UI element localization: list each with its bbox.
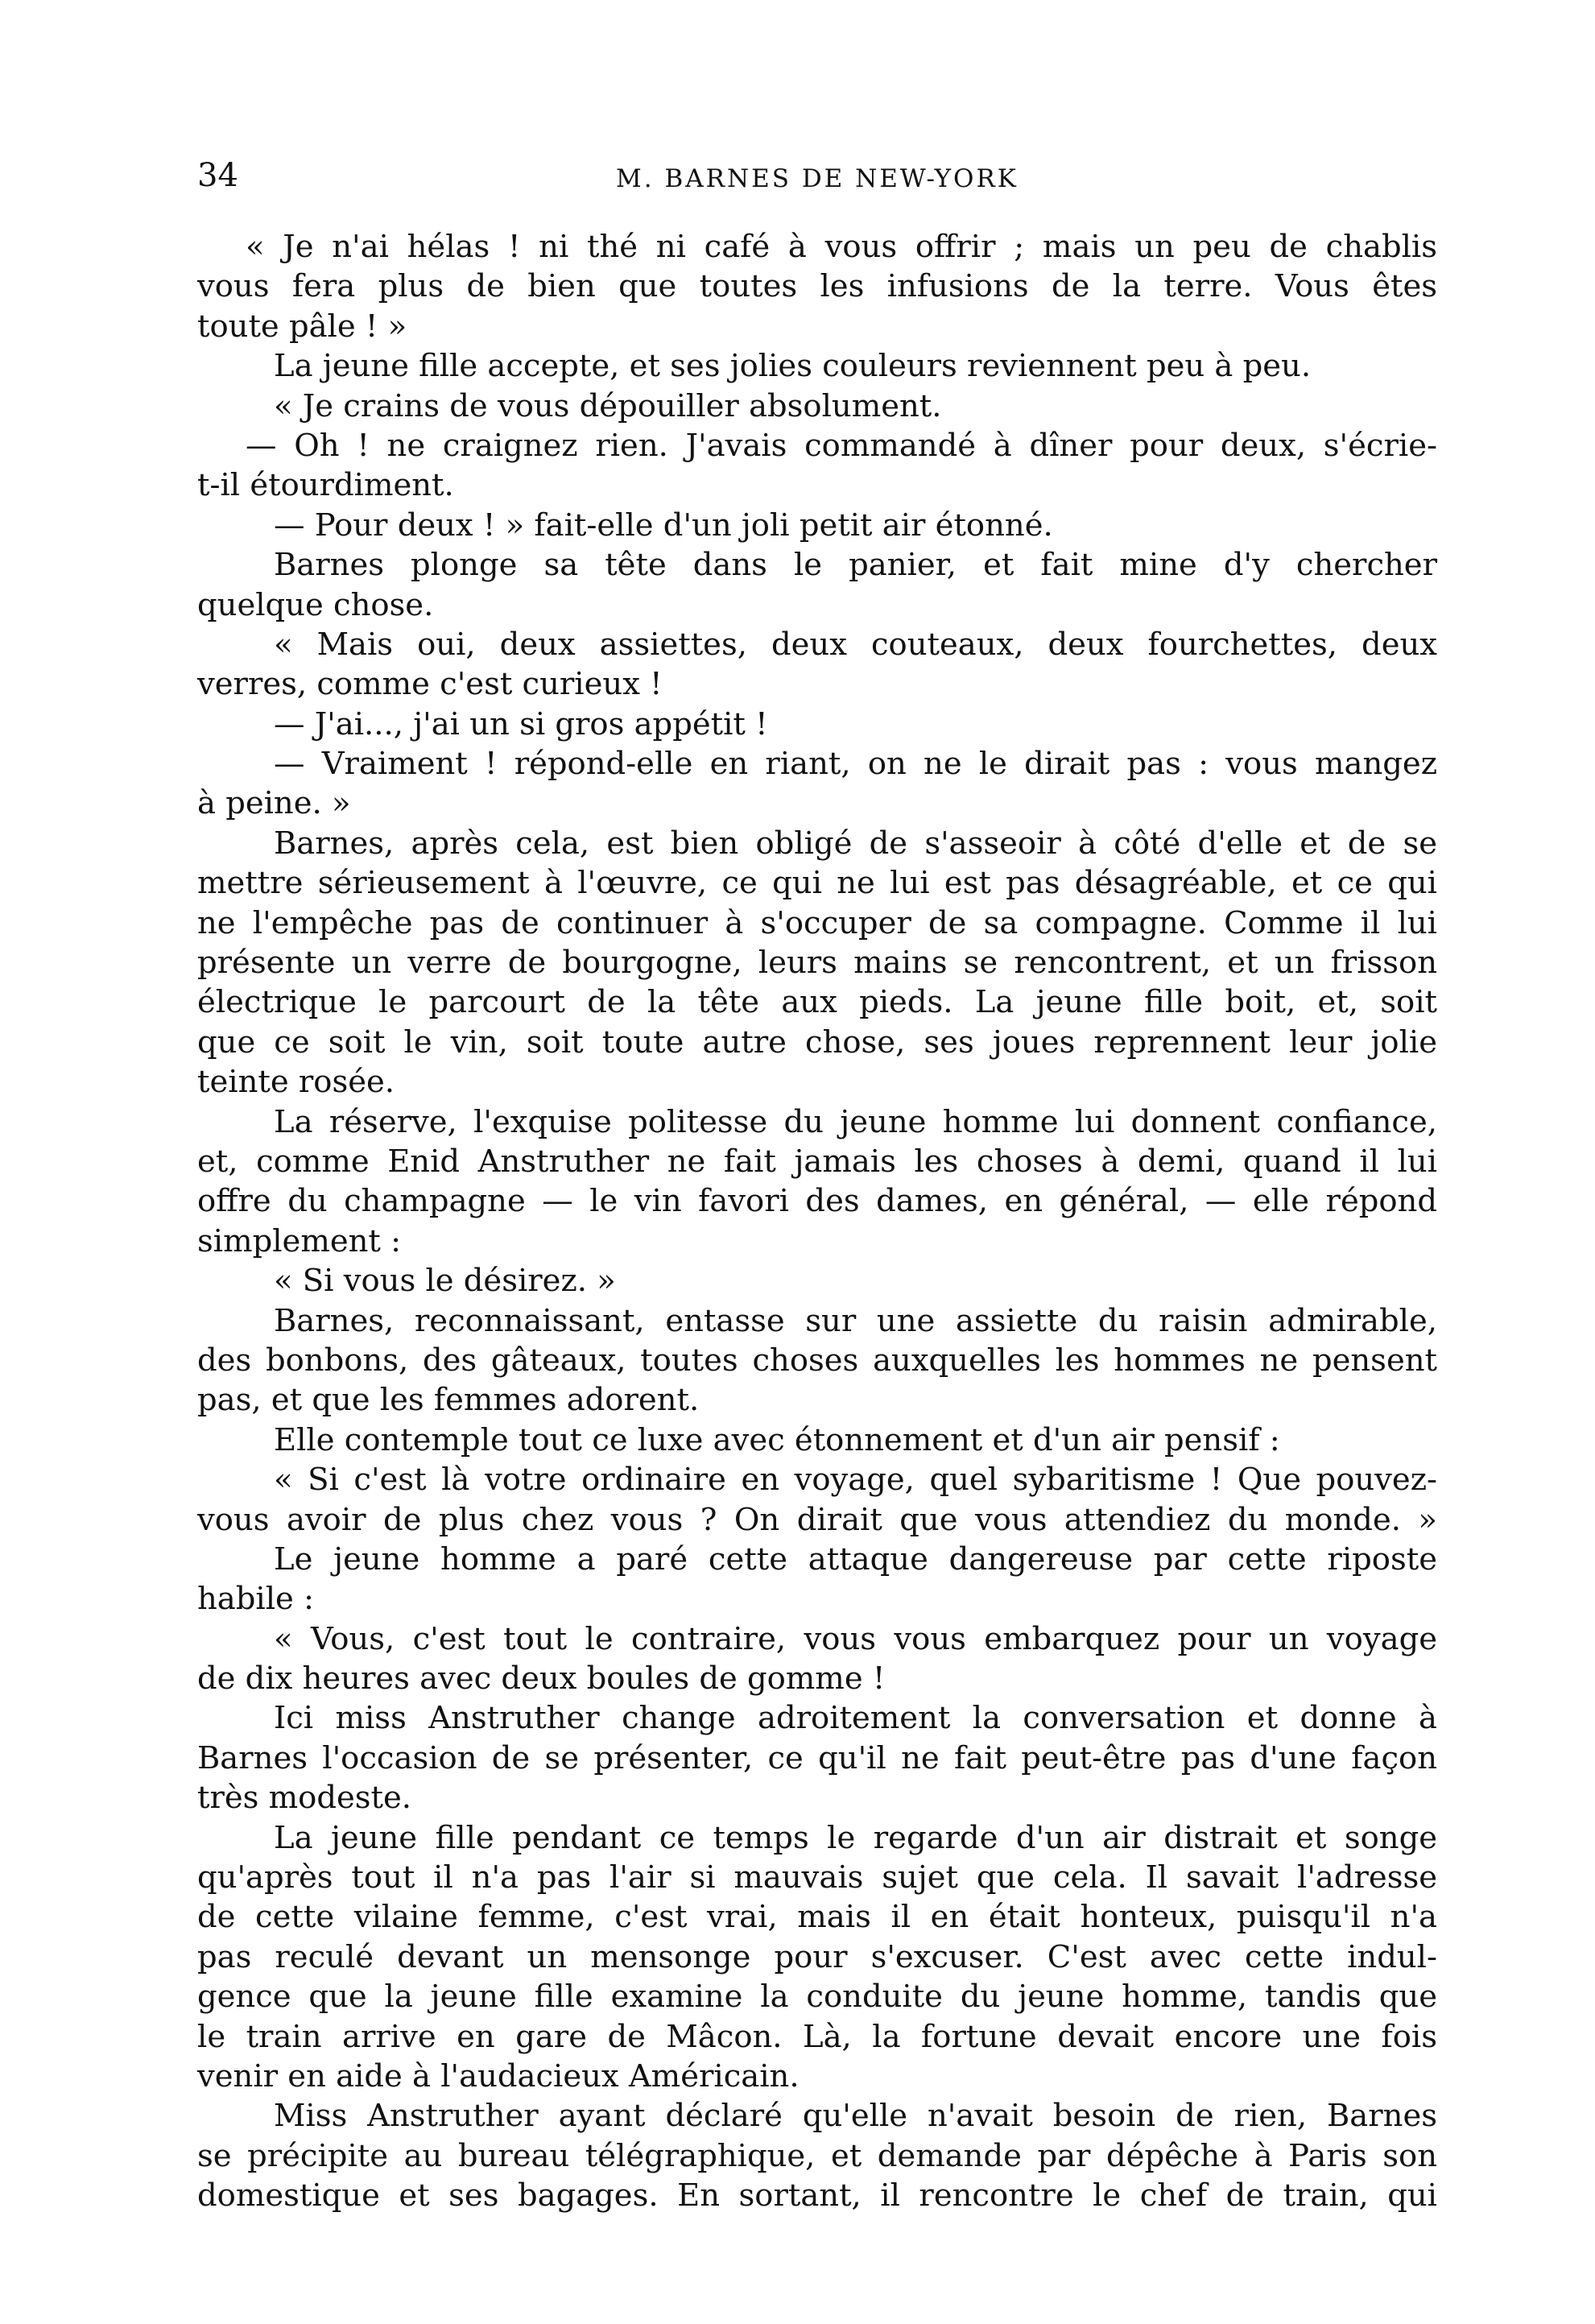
text-line: offre du champagne — le vin favori des dames, en général, — elle répond bbox=[197, 1183, 1437, 1220]
text-line: La jeune fille accepte, et ses jolies couleurs reviennent peu à peu. bbox=[274, 348, 1312, 385]
text-line: Ici miss Anstruther change adroitement la conversation et donne à bbox=[274, 1700, 1437, 1737]
text-line: Barnes l'occasion de se présenter, ce qu'il ne fait peut-être pas d'une façon bbox=[197, 1739, 1437, 1776]
text-line: Barnes plonge sa tête dans le panier, et fait mine d'y chercher bbox=[274, 547, 1437, 584]
page-number: 34 bbox=[197, 157, 238, 194]
text-line: de cette vilaine femme, c'est vrai, mais il en était honteux, puisqu'il n'a bbox=[197, 1899, 1437, 1936]
text-line: que ce soit le vin, soit toute autre chose, ses joues reprennent leur jolie bbox=[197, 1023, 1437, 1061]
text-line: venir en aide à l'audacieux Américain. bbox=[197, 2057, 800, 2094]
running-title: M. BARNES DE NEW-YORK bbox=[616, 164, 1019, 193]
text-line: Miss Anstruther ayant déclaré qu'elle n'avait besoin de rien, Barnes bbox=[274, 2098, 1437, 2135]
text-line: « Vous, c'est tout le contraire, vous vous embarquez pour un voyage bbox=[274, 1620, 1437, 1657]
text-line: des bonbons, des gâteaux, toutes choses auxquelles les hommes ne pensent bbox=[197, 1342, 1437, 1379]
text-line: vous fera plus de bien que toutes les infusions de la terre. Vous êtes bbox=[197, 268, 1437, 305]
text-line: très modeste. bbox=[197, 1780, 412, 1817]
text-line: « Mais oui, deux assiettes, deux couteaux, deux fourchettes, deux bbox=[274, 626, 1437, 663]
text-line: à peine. » bbox=[197, 785, 351, 822]
text-line: Elle contemple tout ce luxe avec étonnement et d'un air pensif : bbox=[274, 1421, 1280, 1458]
text-line: de dix heures avec deux boules de gomme ! bbox=[197, 1660, 886, 1698]
text-line: « Si vous le désirez. » bbox=[274, 1263, 616, 1300]
text-line: mettre sérieusement à l'œuvre, ce qui ne lui est pas désagréable, et ce qui bbox=[197, 865, 1437, 902]
text-line: qu'après tout il n'a pas l'air si mauvais sujet que cela. Il savait l'adresse bbox=[197, 1859, 1437, 1896]
text-line: électrique le parcourt de la tête aux pieds. La jeune fille boit, et, soit bbox=[197, 984, 1437, 1021]
text-line: présente un verre de bourgogne, leurs mains se rencontrent, et un frisson bbox=[197, 945, 1437, 982]
text-line: « Si c'est là votre ordinaire en voyage, quel sybaritisme ! Que pouvez- bbox=[274, 1462, 1437, 1499]
text-line: teinte rosée. bbox=[197, 1064, 395, 1101]
text-line: verres, comme c'est curieux ! bbox=[197, 666, 663, 703]
text-line: et, comme Enid Anstruther ne fait jamais les choses à demi, quand il lui bbox=[197, 1143, 1437, 1180]
page-header bbox=[197, 153, 1437, 201]
text-line: La jeune fille pendant ce temps le regarde d'un air distrait et songe bbox=[274, 1819, 1437, 1856]
text-line: Le jeune homme a paré cette attaque dangereuse par cette riposte bbox=[274, 1540, 1437, 1578]
text-line: domestique et ses bagages. En sortant, il rencontre le chef de train, qui bbox=[197, 2177, 1437, 2214]
text-line: simplement : bbox=[197, 1222, 402, 1259]
text-line: — J'ai..., j'ai un si gros appétit ! bbox=[274, 705, 768, 742]
text-line: vous avoir de plus chez vous ? On dirait que vous attendiez du monde. » bbox=[197, 1501, 1437, 1538]
text-line: pas, et que les femmes adorent. bbox=[197, 1382, 700, 1419]
text-line: habile : bbox=[197, 1581, 315, 1618]
text-line: se précipite au bureau télégraphique, et demande par dépêche à Paris son bbox=[197, 2137, 1437, 2174]
text-line: La réserve, l'exquise politesse du jeune homme lui donnent confiance, bbox=[274, 1103, 1437, 1140]
text-line: — Vraiment ! répond-elle en riant, on ne le dirait pas : vous mangez bbox=[274, 746, 1437, 783]
text-line: Barnes, après cela, est bien obligé de s'asseoir à côté d'elle et de se bbox=[274, 825, 1437, 862]
text-line: le train arrive en gare de Mâcon. Là, la fortune devait encore une fois bbox=[197, 2018, 1437, 2055]
text-line: « Je crains de vous dépouiller absolument. bbox=[274, 387, 942, 424]
text-line: pas reculé devant un mensonge pour s'excuser. C'est avec cette indul- bbox=[197, 1938, 1437, 1975]
text-line: quelque chose. bbox=[197, 586, 434, 623]
body-text bbox=[197, 227, 1437, 2216]
text-line: gence que la jeune fille examine la conduite du jeune homme, tandis que bbox=[197, 1979, 1437, 2016]
text-line: « Je n'ai hélas ! ni thé ni café à vous offrir ; mais un peu de chablis bbox=[246, 229, 1437, 265]
text-line: — Oh ! ne craignez rien. J'avais commandé à dîner pour deux, s'écrie- bbox=[246, 427, 1437, 464]
text-line: — Pour deux ! » fait-elle d'un joli petit air étonné. bbox=[274, 507, 1053, 544]
text-line: toute pâle ! » bbox=[197, 308, 407, 345]
text-line: ne l'empêche pas de continuer à s'occuper de sa compagne. Comme il lui bbox=[197, 904, 1437, 941]
text-line: t-il étourdiment. bbox=[197, 467, 454, 504]
text-line: Barnes, reconnaissant, entasse sur une assiette du raisin admirable, bbox=[274, 1302, 1437, 1339]
